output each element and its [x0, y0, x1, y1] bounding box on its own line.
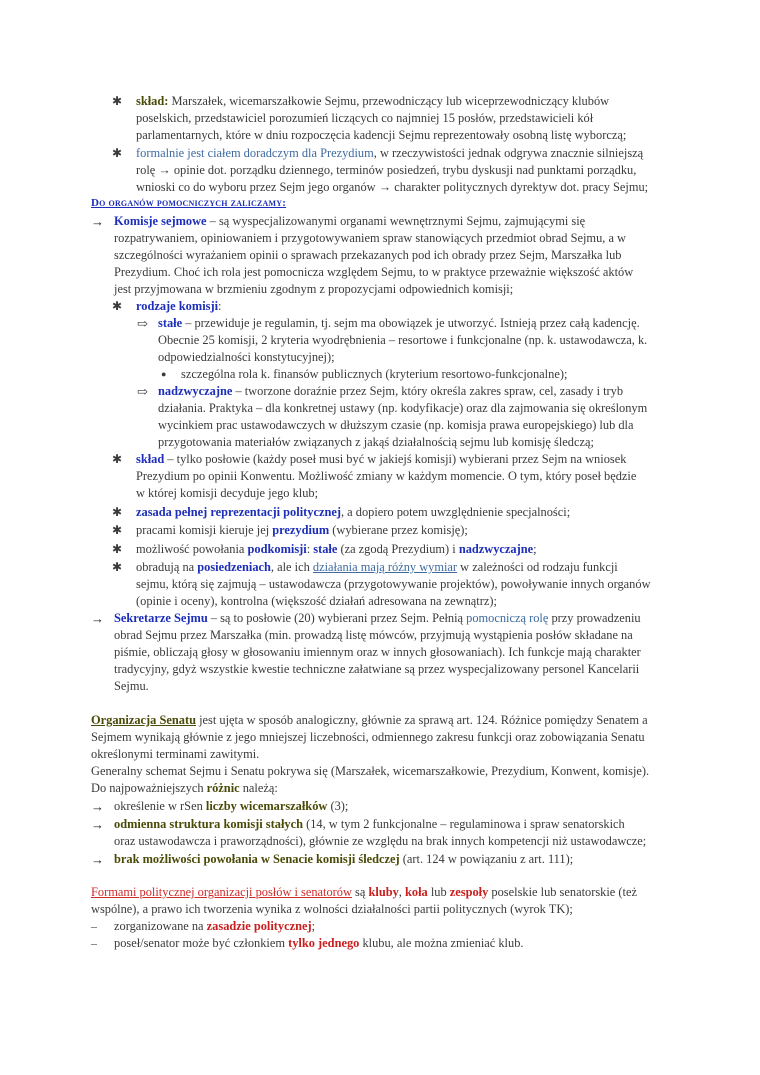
- text-line: odpowiedzialności konstytucyjnej);: [158, 350, 335, 364]
- bullet-marker: ✱: [112, 560, 123, 574]
- text-line: szczególna rola k. finansów publicznych (kryterium resortowo-funkcjonalne);: [181, 367, 568, 381]
- text-line: poselskich, przedstawiciel porozumień liczących co najmniej 15 posłów, przedstawicieli kół: [136, 111, 594, 125]
- text-line: skład – tylko posłowie (każdy poseł musi być w jakiejś komisji) wybierani przez Sejm na wniosek: [136, 452, 627, 466]
- text-line: przygotowania materiałów związanych z jakąś działalnością sejmu lub komisję śledczą;: [158, 435, 594, 449]
- text-line: rodzaje komisji:: [136, 299, 222, 313]
- text-line: tradycyjny, gdyż wszystkie kwestie techniczne załatwiane są przez wyspecjalizowany personel Kancelarii: [114, 662, 640, 676]
- text-line: Sekretarze Sejmu – są to posłowie (20) wybierani przez Sejm. Pełnią pomocniczą rolę przy prowadzeniu: [114, 611, 641, 625]
- link-dzialania[interactable]: działania mają różny wymiar: [312, 560, 458, 574]
- text-line: Sejmu.: [114, 679, 149, 693]
- text-line: Do najpoważniejszych różnic należą:: [91, 781, 278, 795]
- text-line: w której komisji decyduje jego klub;: [136, 486, 319, 500]
- text-line: Obecnie 25 komisji, 2 kryteria wyodrębnienia – resortowe i funkcjonalne (np. k. ustawodawcza, k.: [158, 333, 648, 347]
- text-line: Formami politycznej organizacji posłów i senatorów są kluby, koła lub zespoły poselskie lub senatorskie (też: [91, 885, 637, 899]
- text-line: pracami komisji kieruje jej prezydium (wybierane przez komisję);: [136, 523, 468, 537]
- text-line: parlamentarnych, które w dniu rozpoczęcia kadencji Sejmu reprezentowały osobną listę wyborczą;: [136, 128, 627, 142]
- text-line: Komisje sejmowe – są wyspecjalizowanymi organami wewnętrznymi Sejmu, zajmującymi się: [114, 214, 586, 228]
- text-line: zorganizowane na zasadzie politycznej;: [114, 919, 316, 933]
- dash-marker: –: [91, 919, 97, 933]
- text-line: wnioski co do wyboru przez Sejm jego organów → charakter politycznych dyrektyw dot. pracy Sejmu;: [136, 180, 649, 194]
- text-line: odmienna struktura komisji stałych (14, w tym 2 funkcjonalne – regulaminowa i spraw senatorskich: [114, 817, 625, 831]
- bullet-marker: ✱: [112, 452, 123, 466]
- bullet-marker: ✱: [112, 523, 123, 537]
- arrow-marker: →: [91, 817, 104, 832]
- text-line: skład: Marszałek, wicemarszałkowie Sejmu, przewodniczący lub wiceprzewodniczący klubów: [136, 94, 610, 108]
- text-line: stałe – przewiduje je regulamin, tj. sejm ma obowiązek je utworzyć. Istnieją przez całą kadencję.: [158, 316, 640, 330]
- bullet-marker: ✱: [112, 299, 123, 313]
- dash-marker: –: [91, 936, 97, 950]
- text-line: wycinkiem prac ustawodawczych w dłuższym czasie (np. komisja prawa europejskiego) lub dla: [158, 418, 634, 432]
- text-line: Organizacja Senatu jest ujęta w sposób analogiczny, głównie za sprawą art. 124. Różnice pomiędzy Senatem a: [91, 713, 648, 727]
- text-line: oraz ustawodawcza i praworządności), głównie ze względu na brak innych kompetencji niż ustawodawcze;: [114, 834, 647, 848]
- text-line: sejmu, którą się zajmują – ustawodawcza (przygotowywanie projektów), powoływanie innych organów: [136, 577, 651, 591]
- bullet-marker: ✱: [112, 505, 123, 519]
- dot-marker: ●: [161, 369, 167, 379]
- text-line: rozpatrywaniem, opiniowaniem i przygotowywaniem spraw stanowiących przedmiot obrad Sejmu, a w: [114, 231, 627, 245]
- text-line: szczególności wyrażaniem opinii o sprawach przekazanych pod ich obrady przez Sejm, Marszałka lub: [114, 248, 622, 262]
- text-line: obradują na posiedzeniach, ale ich działania mają różny wymiar w zależności od rodzaju funkcji: [136, 560, 618, 574]
- text-line: poseł/senator może być członkiem tylko jednego klubu, ale można zmieniać klub.: [114, 936, 524, 950]
- text-line: jest przyjmowana w brzmieniu zgodnym z propozycjami odpowiednich komisji;: [114, 282, 514, 296]
- hollow-arrow-marker: ⇨: [137, 384, 148, 399]
- text-line: piśmie, obliczają głosy w głosowaniu imiennym oraz w innych głosowaniach). Ich funkcje mają charakter: [114, 645, 641, 659]
- bullet-marker: ✱: [112, 146, 123, 160]
- arrow-marker: →: [91, 852, 104, 867]
- hollow-arrow-marker: ⇨: [137, 316, 148, 331]
- text-line: działania. Praktyka – dla konkretnej ustawy (np. kodyfikacje) oraz dla zajmowania się określonym: [158, 401, 648, 415]
- arrow-marker: →: [91, 611, 104, 626]
- text-line: nadzwyczajne – tworzone doraźnie przez Sejm, który określa zakres spraw, cel, zasady i tryb: [158, 384, 624, 398]
- text-line: zasada pełnej reprezentacji politycznej, a dopiero potem uwzględnienie specjalności;: [136, 505, 571, 519]
- arrow-marker: →: [91, 799, 104, 814]
- text-line: określenie w rSen liczby wicemarszałków (3);: [114, 799, 349, 813]
- text-line: rolę → opinie dot. porządku dziennego, terminów posiedzeń, trybu dyskusji nad punktami porządku,: [136, 163, 637, 177]
- text-line: obrad Sejmu przez Marszałka (min. prowadzą listę mówców, przyjmują wystąpienia posłów składane na: [114, 628, 633, 642]
- text-line: Generalny schemat Sejmu i Senatu pokrywa się (Marszałek, wicemarszałkowie, Prezydium, Konwent, komisje).: [91, 764, 650, 778]
- section-heading: Do organów pomocniczych zaliczamy:: [91, 197, 287, 209]
- text-line: formalnie jest ciałem doradczym dla Prezydium, w rzeczywistości jednak odgrywa znacznie silniejszą: [136, 146, 644, 160]
- text-line: Prezydium. Choć ich rola jest pomocnicza względem Sejmu, to w praktyce przeważnie większość aktów: [114, 265, 634, 279]
- bullet-marker: ✱: [112, 542, 123, 556]
- text-line: wspólne), a prawo ich tworzenia wynika z wolności działalności partii politycznych (wyrok TK);: [91, 902, 573, 916]
- arrow-marker: →: [91, 214, 104, 229]
- text-line: (opinie i oceny), kontrolna (większość działań adresowana na zewnątrz);: [136, 594, 497, 608]
- text-line: Sejmem wynikają głównie z jego mniejszej liczebności, odmiennego zakresu funkcji oraz zobowiązania Senatu: [91, 730, 645, 744]
- text-line: określonymi terminami zawitymi.: [91, 747, 260, 761]
- text-line: możliwość powołania podkomisji: stałe (za zgodą Prezydium) i nadzwyczajne;: [136, 542, 537, 556]
- text-line: brak możliwości powołania w Senacie komisji śledczej (art. 124 w powiązaniu z art. 111);: [114, 852, 574, 866]
- bullet-marker: ✱: [112, 94, 123, 108]
- text-line: Prezydium po opinii Konwentu. Możliwość zmiany w każdym momencie. O tym, który poseł będzie: [136, 469, 637, 483]
